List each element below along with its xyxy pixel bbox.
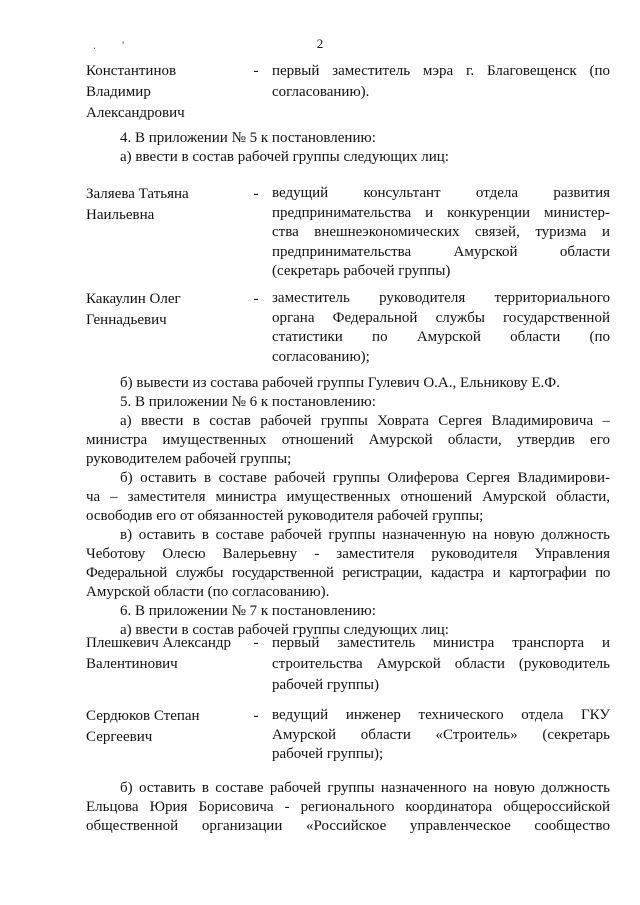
member-position: первый заместитель министра транспорта и строительства Амурской области (руководитель рабочей группы) <box>272 635 610 693</box>
paragraph-6b-line: Ельцова Юрия Борисовича - регионального координатора общероссийской <box>86 799 610 815</box>
entry-dash: - <box>253 186 259 202</box>
paragraph-4: 4. В приложении № 5 к постановлению: <box>120 130 376 146</box>
member-name: Какаулин Олег Геннадьевич <box>86 291 181 328</box>
entry-dash: - <box>253 708 259 724</box>
page-number: 2 <box>316 36 324 51</box>
paragraph-5c-line: Амурской области (по согласованию). <box>86 584 330 600</box>
paragraph-5c-line: Федеральной службы государственной регистрации, кадастра и картографии по <box>86 565 610 581</box>
member-position: ведущий консультант отдела развития предпринимательства и конкуренции министер- ства внешнеэкономических связей, туризма и предпринимательства Амурской области (секретарь рабочей группы) <box>272 185 610 279</box>
paragraph-6: 6. В приложении № 7 к постановлению: <box>120 603 376 619</box>
member-position: ведущий инженер технического отдела ГКУ Амурской области «Строитель» (секретарь рабочей группы); <box>272 707 610 762</box>
paragraph-6b-line: общественной организации «Российское управленческое сообщество <box>86 818 610 834</box>
stray-mark: . <box>93 38 96 52</box>
paragraph-4a: а) ввести в состав рабочей группы следующих лиц: <box>120 149 449 165</box>
member-name: Константинов Владимир Александрович <box>86 63 185 121</box>
stray-mark: ' <box>122 38 125 52</box>
paragraph-5c-line: Чеботову Олесю Валерьевну - заместителя руководителя Управления <box>86 546 610 562</box>
member-name: Плешкевич Александр Валентинович <box>86 635 232 672</box>
paragraph-6b-line: б) оставить в составе рабочей группы назначенного на новую должность <box>120 780 610 796</box>
paragraph-5c-line: в) оставить в составе рабочей группы назначенную на новую должность <box>120 527 610 543</box>
paragraph-5a-line: а) ввести в состав рабочей группы Ховрата Сергея Владимировича – <box>120 413 610 429</box>
paragraph-5a-line: руководителем рабочей группы; <box>86 451 292 467</box>
member-name: Заляева Татьяна Наильевна <box>86 186 189 223</box>
entry-dash: - <box>253 635 259 651</box>
member-position: заместитель руководителя территориального органа Федеральной службы государственной статистики по Амурской области (по согласованию); <box>272 290 610 365</box>
entry-dash: - <box>253 63 259 79</box>
paragraph-5b-line: освободив его от обязанностей руководителя рабочей группы; <box>86 508 484 524</box>
paragraph-5b-line: ча – заместителя министра имущественных отношений Амурской области, <box>86 489 610 505</box>
entry-dash: - <box>253 291 259 307</box>
paragraph-5: 5. В приложении № 6 к постановлению: <box>120 394 376 410</box>
paragraph-5a-line: министра имущественных отношений Амурской области, утвердив его <box>86 432 610 448</box>
paragraph-4b: б) вывести из состава рабочей группы Гулевич О.А., Ельникову Е.Ф. <box>120 375 560 391</box>
member-position: первый заместитель мэра г. Благовещенск (по согласованию). <box>272 63 610 100</box>
paragraph-5b-line: б) оставить в составе рабочей группы Олиферова Сергея Владимирови- <box>120 470 610 486</box>
member-name: Сердюков Степан Сергеевич <box>86 708 200 745</box>
paragraph-6a: а) ввести в состав рабочей группы следующих лиц: <box>120 622 449 638</box>
